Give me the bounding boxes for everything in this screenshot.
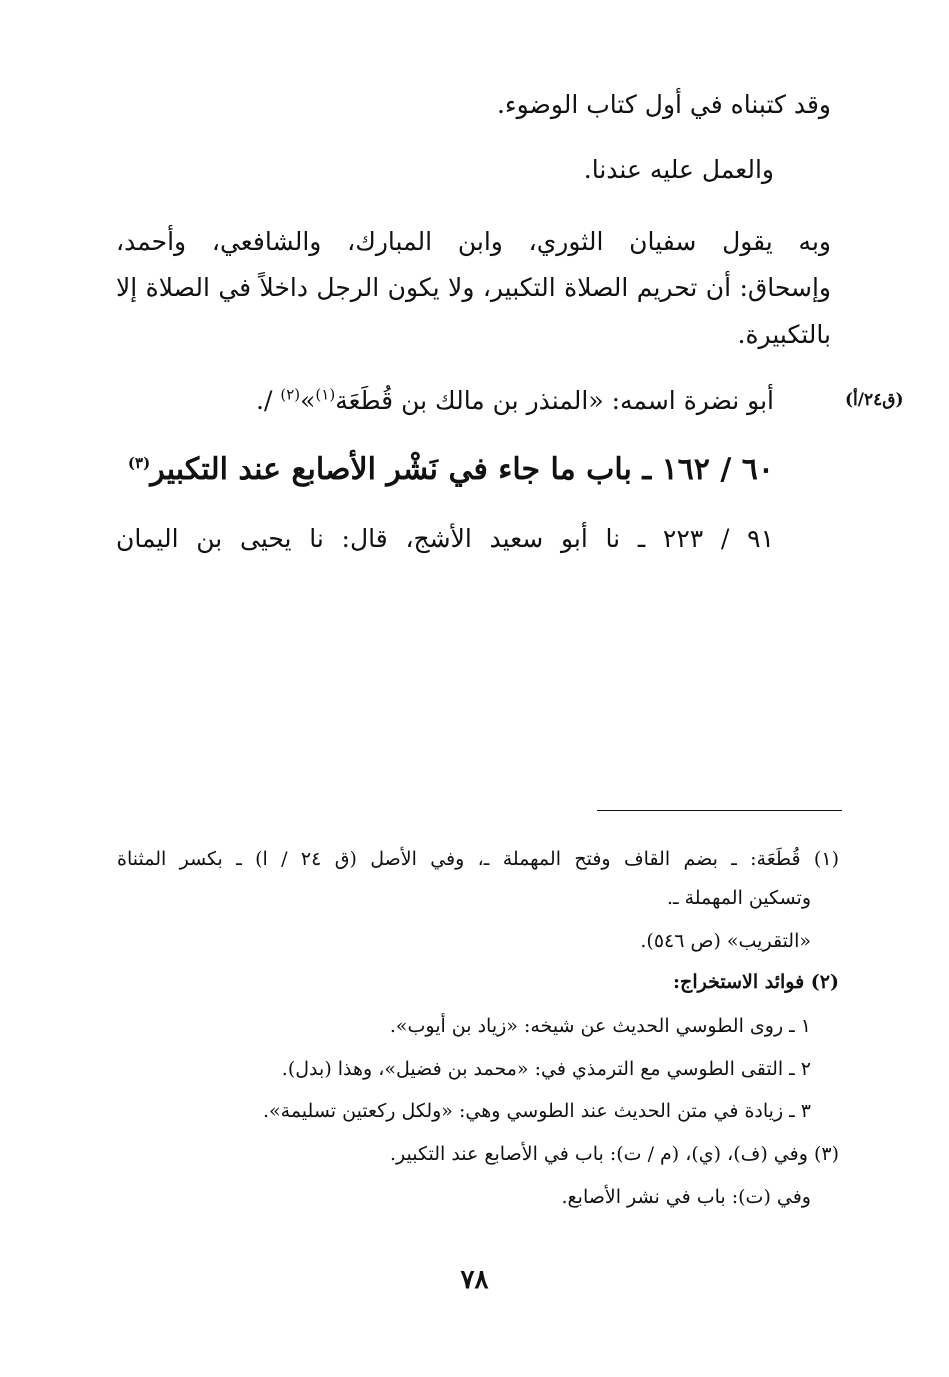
footnote-1-line-2: وتسكين المهملة ـ. <box>666 887 811 909</box>
footnote-divider <box>597 810 842 811</box>
narrator-quote-close: » <box>300 386 316 415</box>
footnote-2-item-2: ٢ ـ التقى الطوسي مع الترمذي في: «محمد بن فضيل»، وهذا (بدل). <box>281 1058 811 1080</box>
footnote-marker-3: (٣) <box>127 454 151 472</box>
body-line-2: والعمل عليه عندنا. <box>583 155 774 184</box>
hadith-line: ٩١ / ٢٢٣ ـ نا أبو سعيد الأشج، قال: نا يحيى بن اليمان <box>116 524 774 553</box>
footnote-3-line-1: (٣) وفي (ف)، (ي)، (م / ت): باب في الأصابع عند التكبير. <box>390 1143 839 1165</box>
footnote-marker-1: (١) <box>315 385 336 404</box>
footnote-2-item-3: ٣ ـ زيادة في متن الحديث عند الطوسي وهي: «ولكل ركعتين تسليمة». <box>262 1100 811 1122</box>
footnote-2-title: (٢) فوائد الاستخراج: <box>673 971 839 993</box>
footnote-1-line-1: (١) قُطَعَة: ـ بضم القاف وفتح المهملة ـ، وفي الأصل (ق ٢٤ / ا) ـ بكسر المثناة <box>117 848 839 870</box>
narrator-text: أبو نضرة اسمه: «المنذر بن مالك بن قُطَعَة <box>335 386 774 415</box>
paragraph-line-1: وبه يقول سفيان الثوري، وابن المبارك، والشافعي، وأحمد، <box>116 227 831 256</box>
page-number: ٧٨ <box>460 1265 489 1295</box>
footnote-3-line-2: وفي (ت): باب في نشر الأصابع. <box>561 1186 811 1208</box>
paragraph-line-2: وإسحاق: أن تحريم الصلاة التكبير، ولا يكون الرجل داخلاً في الصلاة إلا <box>116 273 831 302</box>
body-line-1: وقد كتبناه في أول كتاب الوضوء. <box>496 90 831 119</box>
footnote-2-item-1: ١ ـ روى الطوسي الحديث عن شيخه: «زياد بن أيوب». <box>389 1015 811 1037</box>
footnote-marker-2: (٢) <box>280 385 301 404</box>
narrator-end: /. <box>256 386 281 415</box>
footnote-1-line-3: «التقريب» (ص ٥٤٦). <box>640 930 811 952</box>
manuscript-margin-reference: (ق٢٤/أ) <box>845 390 904 410</box>
narrator-line <box>256 384 774 418</box>
chapter-heading <box>128 452 774 487</box>
paragraph-line-3: بالتكبيرة. <box>737 320 831 349</box>
chapter-heading-text: ٦٠ / ١٦٢ ـ باب ما جاء في نَشْر الأصابع عند التكبير <box>150 452 774 487</box>
